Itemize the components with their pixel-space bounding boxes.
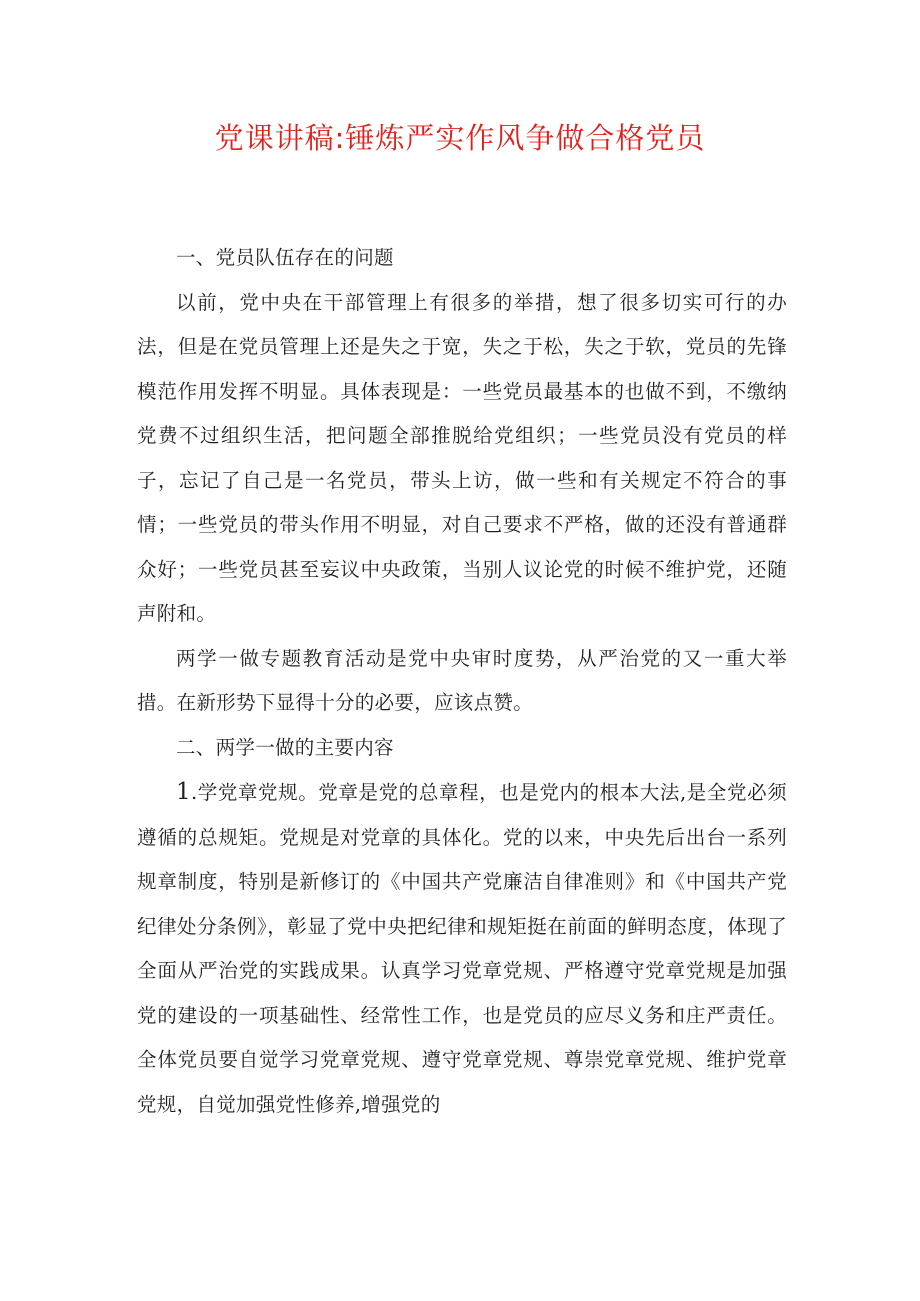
item-number: 1	[176, 779, 191, 805]
paragraph-item-1	[137, 770, 787, 1127]
document-body	[137, 236, 787, 1127]
section-heading-2: 二、两学一做的主要内容	[176, 735, 394, 759]
paragraph-problems: 以前，党中央在干部管理上有很多的举措，想了很多切实可行的办法，但是在党员管理上还是失之于宽，失之于松，失之于软，党员的先锋模范作用发挥不明显。具体表现是：一些党员最基本的也做不到，不缴纳党费不过组织生活，把问题全部推脱给党组织；一些党员没有党员的样子，忘记了自己是一名党员，带头上访，做一些和有关规定不符合的事情；一些党员的带头作用不明显，对自己要求不严格，做的还没有普通群众好；一些党员甚至妄议中央政策，当别人议论党的时候不维护党，还随声附和。	[137, 290, 787, 625]
paragraph-two-studies: 两学一做专题教育活动是党中央审时度势，从严治党的又一重大举措。在新形势下显得十分的必要，应该点赞。	[137, 646, 787, 714]
document-title: 党课讲稿:锤炼严实作风争做合格党员	[214, 121, 706, 155]
section-heading-1: 一、党员队伍存在的问题	[176, 246, 394, 269]
item-text: .学党章党规。党章是党的总章程，也是党内的根本大法,是全党必须遵循的总规矩。党规是对党章的具体化。党的以来，中央先后出台一系列规章制度，特别是新修订的《中国共产党廉洁自律准则》和《中国共产党纪律处分条例》，彰显了党中央把纪律和规矩挺在前面的鲜明态度，体现了全面从严治党的实践成果。认真学习党章党规、严格遵守党章党规是加强党的建设的一项基础性、经常性工作，也是党员的应尽义务和庄严责任。全体党员要自觉学习党章党规、遵守党章党规、尊崇党章党规、维护党章党规，自觉加强党性修养,增强党的	[137, 781, 787, 1116]
